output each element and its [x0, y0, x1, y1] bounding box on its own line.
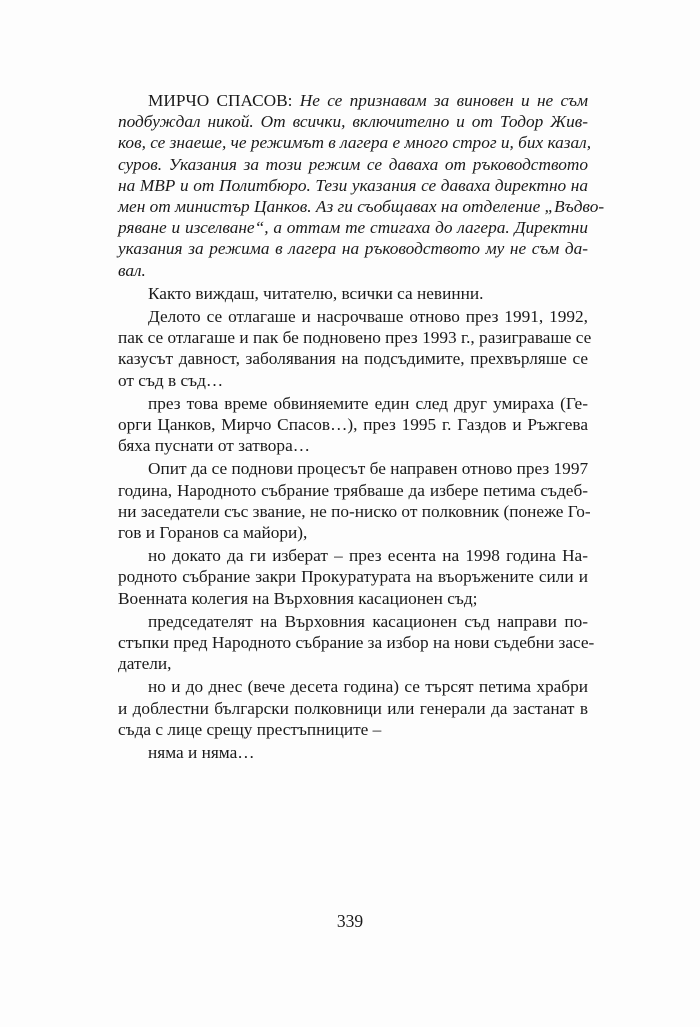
text-line: [118, 698, 588, 719]
paragraph: [118, 545, 588, 609]
text-line: [118, 111, 588, 132]
text-line: [118, 676, 588, 697]
text-line: [118, 414, 588, 435]
italic-text: указания за режима в лагера на ръководството му не съм да-: [118, 239, 588, 259]
text-line: [118, 238, 588, 259]
text-line: [118, 611, 588, 632]
text-run: съда с лице срещу престъпниците –: [118, 719, 382, 739]
paragraph: [118, 458, 591, 543]
text-run: родното събрание закри Прокуратурата на въоръжените сили и: [118, 567, 588, 587]
text-line: [118, 458, 588, 479]
text-line: [118, 370, 588, 391]
text-run: председателят на Върховния касационен съд направи по-: [148, 611, 588, 631]
paragraph: [118, 90, 605, 281]
italic-text: Не се признавам за виновен и не съм: [299, 91, 588, 110]
text-line: [118, 327, 592, 348]
text-run: датели,: [118, 654, 172, 674]
text-run: бяха пуснати от затвора…: [118, 436, 311, 456]
text-line: [118, 588, 588, 609]
text-run: Военната колегия на Върховния касационен съд;: [118, 588, 478, 608]
text-run: МИРЧО СПАСОВ:: [148, 91, 300, 110]
italic-text: вал.: [118, 260, 146, 280]
paragraph: [118, 306, 592, 391]
text-line: [118, 522, 588, 543]
text-line: [118, 435, 588, 456]
text-line: [118, 632, 595, 653]
text-run: пак се отлагаше и пак бе подновено през 1993 г., разиграваше се: [118, 328, 592, 348]
text-line: [118, 283, 588, 304]
text-line: [118, 175, 588, 196]
body-text: [118, 90, 605, 763]
text-run: казусът давност, заболявания на подсъдимите, прехвърляше се: [118, 349, 588, 369]
text-run: гов и Горанов са майори),: [118, 523, 308, 543]
text-run: Делото се отлагаше и насрочваше отново през 1991, 1992,: [148, 307, 588, 327]
paragraph: [118, 393, 588, 457]
text-line: [118, 260, 588, 281]
italic-text: на МВР и от Политбюро. Тези указания се даваха директно на: [118, 175, 588, 195]
text-run: стъпки пред Народното събрание за избор на нови съдебни засе-: [118, 633, 595, 653]
text-run: година, Народното събрание трябваше да избере петима съдеб-: [118, 480, 588, 500]
text-line: [118, 348, 588, 369]
paragraph: [118, 283, 588, 304]
text-run: орги Цанков, Мирчо Спасов…), през 1995 г. Газдов и Ръжгева: [118, 415, 588, 435]
text-line: [118, 132, 592, 153]
text-run: ни заседатели със звание, не по-ниско от полковник (понеже Го-: [118, 501, 591, 521]
text-line: [118, 501, 591, 522]
italic-text: подбуждал никой. От всички, включително и от Тодор Жив-: [118, 112, 588, 132]
paragraph: [118, 742, 588, 763]
text-line: [118, 566, 588, 587]
italic-text: мен от министър Цанков. Аз ги съобщавах на отделение „Въдво-: [118, 197, 605, 217]
paragraph: [118, 676, 588, 740]
text-line: [118, 742, 588, 763]
text-run: и доблестни български полковници или генерали да застанат в: [118, 698, 588, 718]
text-line: [118, 90, 588, 111]
italic-text: суров. Указания за този режим се даваха от ръководството: [118, 154, 588, 174]
text-run: но и до днес (вече десета година) се търсят петима храбри: [148, 677, 588, 697]
text-line: [118, 719, 588, 740]
text-line: [118, 545, 588, 566]
text-run: Опит да се поднови процесът бе направен отново през 1997: [148, 459, 589, 479]
page-number: 339: [336, 911, 364, 931]
italic-text: ряване и изселване“, а оттам те стигаха до лагера. Директни: [118, 218, 588, 238]
text-line: [118, 393, 588, 414]
italic-text: ков, се знаеше, че режимът в лагера е много строг и, бих казал,: [118, 133, 592, 153]
text-line: [118, 306, 588, 327]
text-line: [118, 480, 588, 501]
text-line: [118, 217, 588, 238]
text-run: през това време обвиняемите един след друг умираха (Ге-: [148, 393, 588, 413]
text-run: Както виждаш, читателю, всички са невинни.: [148, 283, 484, 303]
text-run: от съд в съд…: [118, 370, 224, 390]
text-line: [118, 653, 588, 674]
text-line: [118, 196, 605, 217]
paragraph: [118, 611, 595, 675]
text-run: няма и няма…: [148, 743, 255, 763]
text-line: [118, 154, 588, 175]
text-run: но докато да ги изберат – през есента на 1998 година На-: [148, 546, 588, 566]
